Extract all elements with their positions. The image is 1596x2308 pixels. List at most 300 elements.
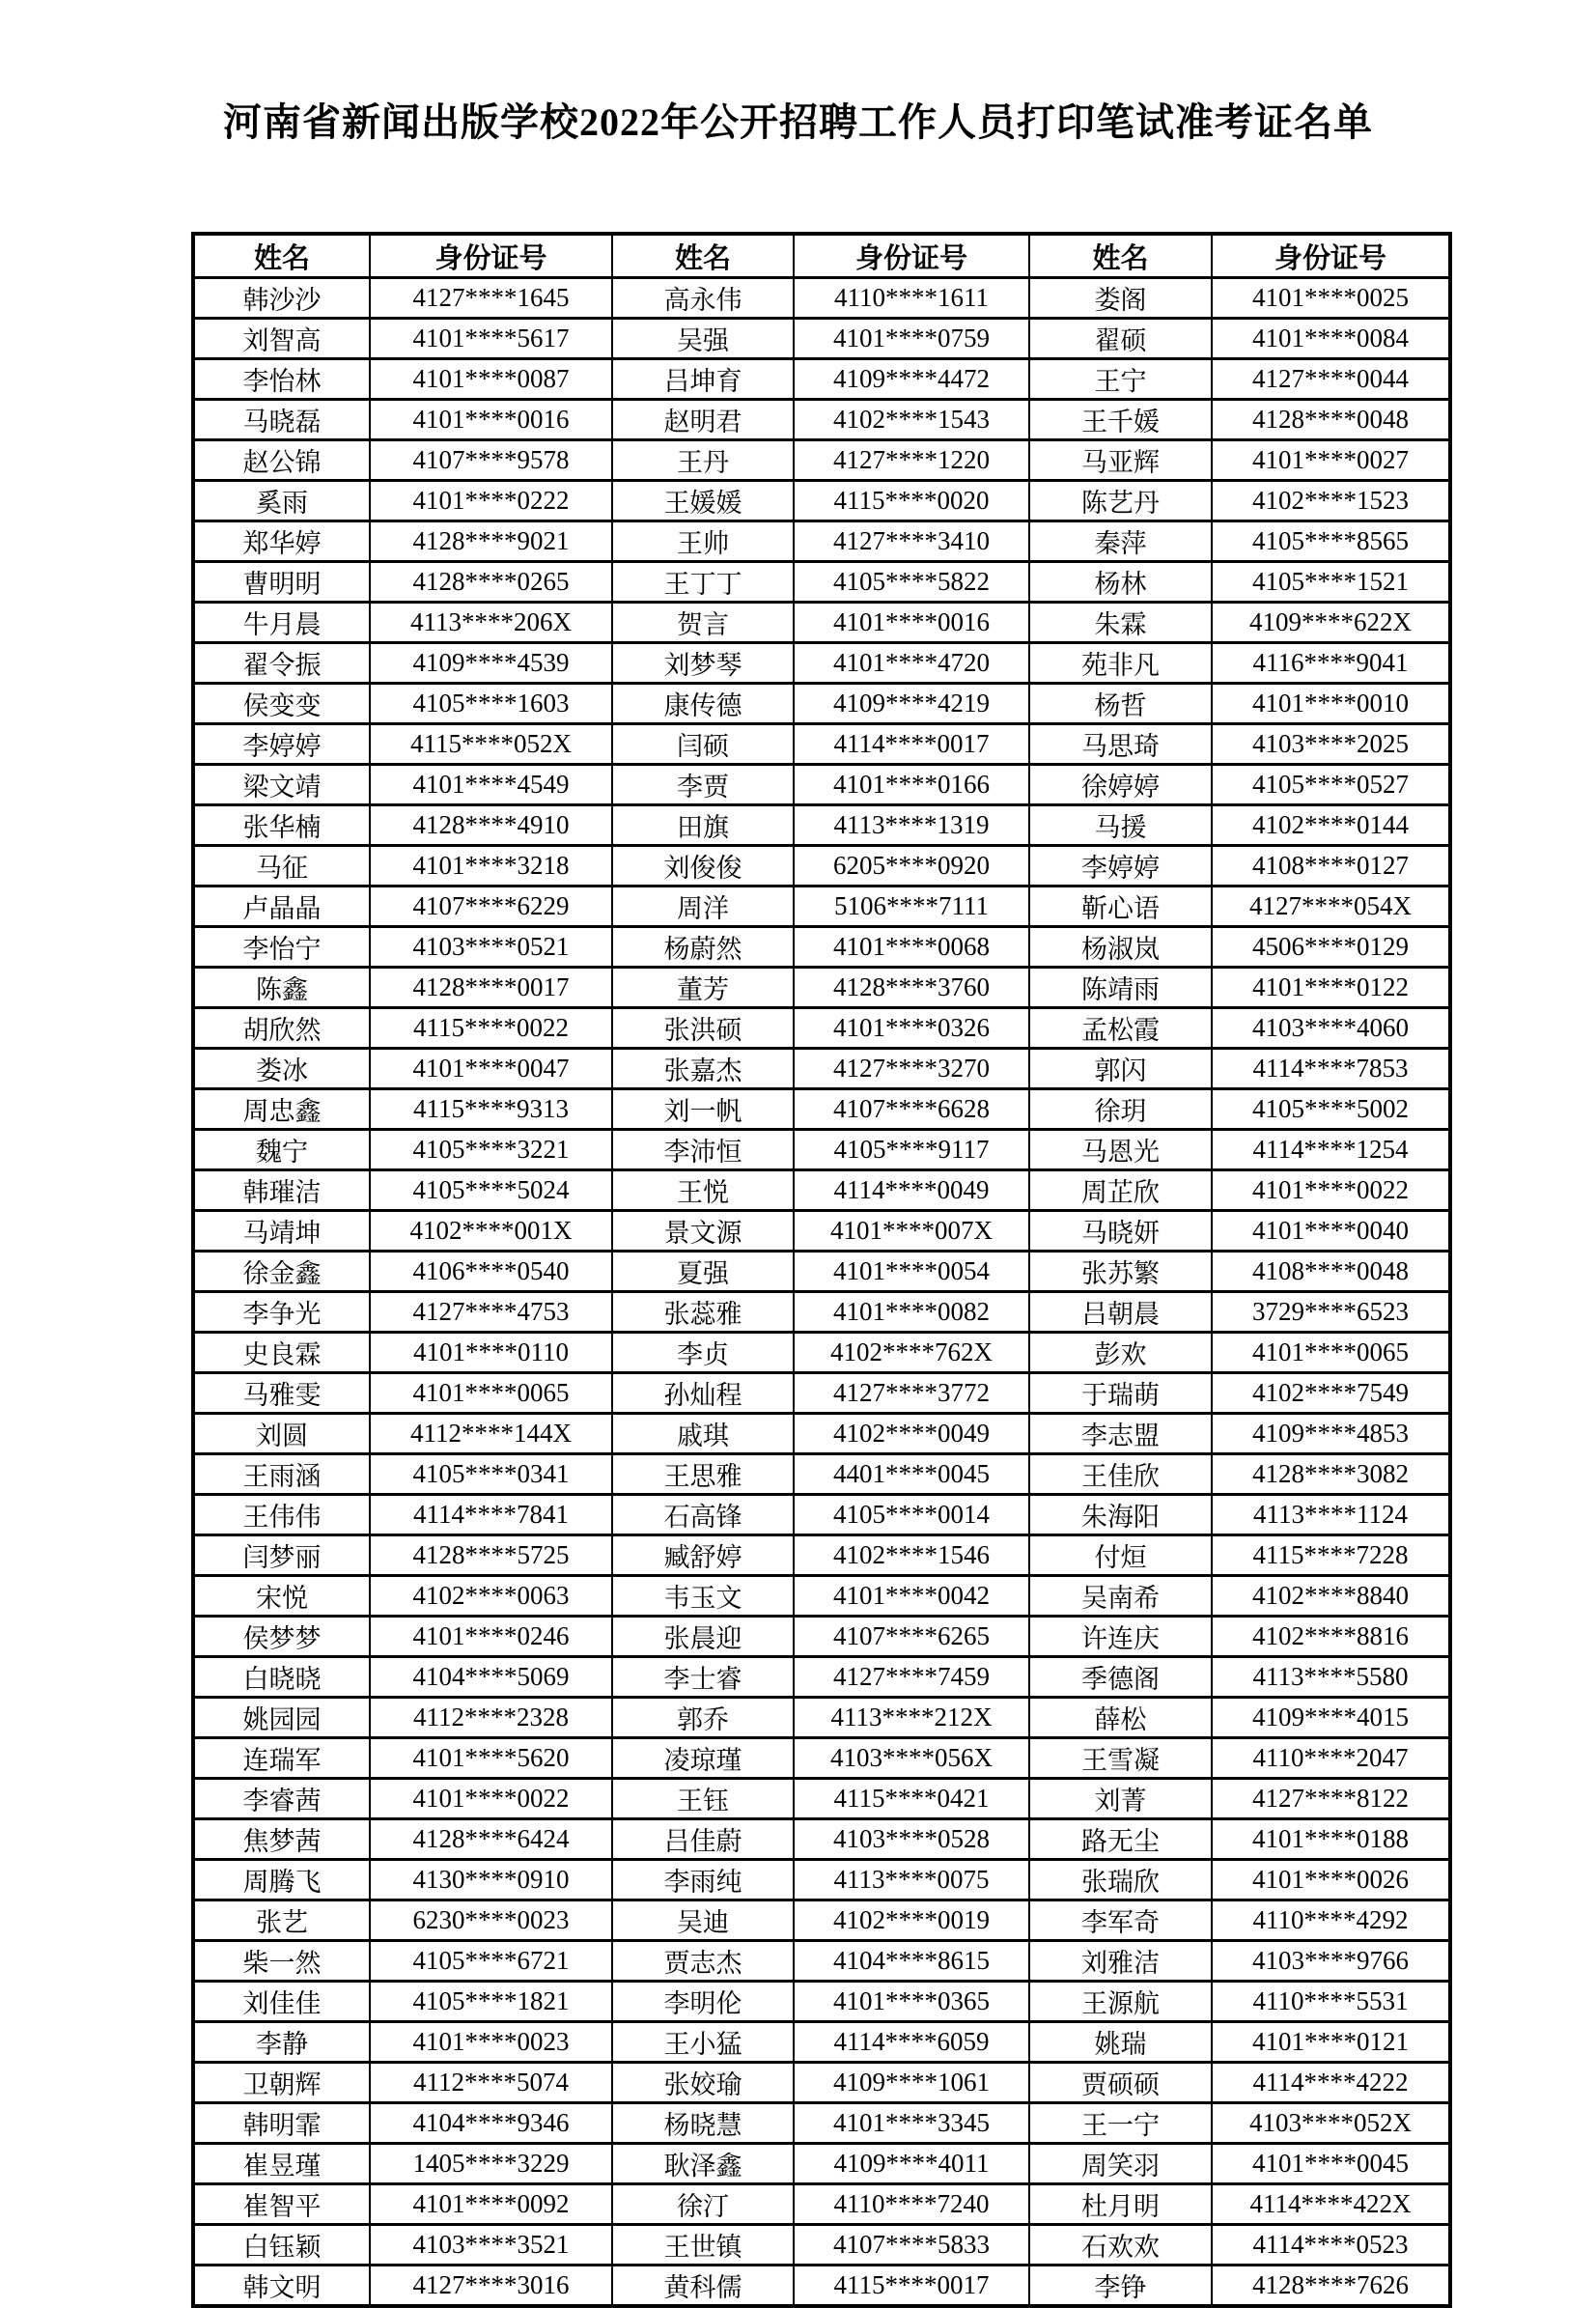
- id-cell: 4101****0042: [794, 1576, 1029, 1617]
- table-row: [193, 2225, 1450, 2266]
- name-cell: 张晨迎: [612, 1617, 794, 1657]
- id-cell: 4101****0025: [1212, 278, 1450, 319]
- table-row: [193, 319, 1450, 359]
- name-cell: 王丁丁: [612, 562, 794, 603]
- name-cell: 张艺: [193, 1900, 370, 1941]
- id-cell: 4127****3410: [794, 521, 1029, 562]
- name-cell: 梁文靖: [193, 765, 370, 805]
- name-cell: 焦梦茜: [193, 1819, 370, 1860]
- name-cell: 连瑞军: [193, 1738, 370, 1779]
- id-cell: 4128****6424: [370, 1819, 612, 1860]
- name-cell: 李婷婷: [1029, 846, 1212, 887]
- id-cell: 4102****0144: [1212, 805, 1450, 846]
- table-row: [193, 1414, 1450, 1454]
- name-cell: 王帅: [612, 521, 794, 562]
- id-cell: 4109****1061: [794, 2063, 1029, 2103]
- id-cell: 4128****0265: [370, 562, 612, 603]
- name-cell: 付烜: [1029, 1535, 1212, 1576]
- name-cell: 李争光: [193, 1292, 370, 1333]
- name-cell: 马晓磊: [193, 400, 370, 440]
- name-cell: 苑非凡: [1029, 643, 1212, 684]
- id-cell: 4127****3270: [794, 1049, 1029, 1089]
- table-row: [193, 927, 1450, 968]
- id-cell: 4101****0065: [370, 1373, 612, 1414]
- table-row: [193, 1657, 1450, 1698]
- id-cell: 4101****0121: [1212, 2022, 1450, 2063]
- id-cell: 4102****001X: [370, 1211, 612, 1252]
- id-cell: 4109****4011: [794, 2144, 1029, 2184]
- header-id-3: 身份证号: [1212, 234, 1450, 278]
- name-cell: 闫硕: [612, 724, 794, 765]
- id-cell: 4108****0127: [1212, 846, 1450, 887]
- name-cell: 娄阁: [1029, 278, 1212, 319]
- id-cell: 4112****144X: [370, 1414, 612, 1454]
- name-cell: 史良霖: [193, 1333, 370, 1373]
- id-cell: 4128****0048: [1212, 400, 1450, 440]
- name-cell: 于瑞萌: [1029, 1373, 1212, 1414]
- id-cell: 4115****0022: [370, 1008, 612, 1049]
- id-cell: 4101****0122: [1212, 968, 1450, 1008]
- name-cell: 周芷欣: [1029, 1170, 1212, 1211]
- id-cell: 4105****3221: [370, 1130, 612, 1170]
- table-row: [193, 2144, 1450, 2184]
- name-cell: 杨哲: [1029, 684, 1212, 724]
- name-cell: 石欢欢: [1029, 2225, 1212, 2266]
- id-cell: 4105****0527: [1212, 765, 1450, 805]
- name-cell: 王世镇: [612, 2225, 794, 2266]
- id-cell: 4109****4015: [1212, 1698, 1450, 1738]
- name-cell: 李婷婷: [193, 724, 370, 765]
- table-row: [193, 724, 1450, 765]
- name-cell: 刘俊俊: [612, 846, 794, 887]
- id-cell: 4101****0068: [794, 927, 1029, 968]
- id-cell: 4101****4720: [794, 643, 1029, 684]
- name-cell: 李雨纯: [612, 1860, 794, 1900]
- table-row: [193, 1252, 1450, 1292]
- id-cell: 4105****5024: [370, 1170, 612, 1211]
- name-cell: 戚琪: [612, 1414, 794, 1454]
- id-cell: 4101****0040: [1212, 1211, 1450, 1252]
- table-row: [193, 1535, 1450, 1576]
- name-cell: 朱海阳: [1029, 1495, 1212, 1535]
- id-cell: 4114****0017: [794, 724, 1029, 765]
- table-row: [193, 1779, 1450, 1819]
- name-cell: 秦萍: [1029, 521, 1212, 562]
- table-row: [193, 1495, 1450, 1535]
- header-id-2: 身份证号: [794, 234, 1029, 278]
- name-cell: 王思雅: [612, 1454, 794, 1495]
- name-cell: 路无尘: [1029, 1819, 1212, 1860]
- id-cell: 4101****0166: [794, 765, 1029, 805]
- id-cell: 4506****0129: [1212, 927, 1450, 968]
- table-row: [193, 562, 1450, 603]
- name-cell: 牛月晨: [193, 603, 370, 643]
- table-row: [193, 1941, 1450, 1982]
- name-cell: 臧舒婷: [612, 1535, 794, 1576]
- table-row: [193, 1819, 1450, 1860]
- name-cell: 姚园园: [193, 1698, 370, 1738]
- name-cell: 张瑞欣: [1029, 1860, 1212, 1900]
- id-cell: 5106****7111: [794, 887, 1029, 927]
- name-cell: 侯梦梦: [193, 1617, 370, 1657]
- id-cell: 4101****0087: [370, 359, 612, 400]
- name-cell: 刘一帆: [612, 1089, 794, 1130]
- id-cell: 4105****5002: [1212, 1089, 1450, 1130]
- name-cell: 周笑羽: [1029, 2144, 1212, 2184]
- name-cell: 王源航: [1029, 1982, 1212, 2022]
- name-cell: 朱霖: [1029, 603, 1212, 643]
- name-cell: 张姣瑜: [612, 2063, 794, 2103]
- name-cell: 王千媛: [1029, 400, 1212, 440]
- name-cell: 马晓妍: [1029, 1211, 1212, 1252]
- id-cell: 4105****1603: [370, 684, 612, 724]
- name-cell: 张苏繁: [1029, 1252, 1212, 1292]
- name-cell: 李沛恒: [612, 1130, 794, 1170]
- id-cell: 4105****6721: [370, 1941, 612, 1982]
- id-cell: 4114****0049: [794, 1170, 1029, 1211]
- id-cell: 4113****5580: [1212, 1657, 1450, 1698]
- id-cell: 4101****0065: [1212, 1333, 1450, 1373]
- id-cell: 4101****0365: [794, 1982, 1029, 2022]
- id-cell: 4128****5725: [370, 1535, 612, 1576]
- id-cell: 4127****4753: [370, 1292, 612, 1333]
- id-cell: 4102****0063: [370, 1576, 612, 1617]
- id-cell: 4101****0084: [1212, 319, 1450, 359]
- id-cell: 4110****2047: [1212, 1738, 1450, 1779]
- id-cell: 4128****0017: [370, 968, 612, 1008]
- name-cell: 白钰颖: [193, 2225, 370, 2266]
- id-cell: 4127****1220: [794, 440, 1029, 481]
- name-cell: 李志盟: [1029, 1414, 1212, 1454]
- table-row: [193, 968, 1450, 1008]
- id-cell: 4101****0016: [370, 400, 612, 440]
- name-cell: 赵公锦: [193, 440, 370, 481]
- name-cell: 翟令振: [193, 643, 370, 684]
- id-cell: 4101****0188: [1212, 1819, 1450, 1860]
- id-cell: 4127****0044: [1212, 359, 1450, 400]
- id-cell: 4113****0075: [794, 1860, 1029, 1900]
- name-cell: 陈艺丹: [1029, 481, 1212, 521]
- name-cell: 李士睿: [612, 1657, 794, 1698]
- id-cell: 4114****6059: [794, 2022, 1029, 2063]
- name-cell: 李明伦: [612, 1982, 794, 2022]
- id-cell: 4127****3016: [370, 2266, 612, 2307]
- id-cell: 4127****7459: [794, 1657, 1029, 1698]
- id-cell: 4114****4222: [1212, 2063, 1450, 2103]
- table-row: [193, 2266, 1450, 2307]
- name-cell: 孟松霞: [1029, 1008, 1212, 1049]
- id-cell: 4116****9041: [1212, 643, 1450, 684]
- id-cell: 4103****2025: [1212, 724, 1450, 765]
- name-cell: 周洋: [612, 887, 794, 927]
- id-cell: 4114****0523: [1212, 2225, 1450, 2266]
- table-row: [193, 1373, 1450, 1414]
- header-name-3: 姓名: [1029, 234, 1212, 278]
- id-cell: 4128****3760: [794, 968, 1029, 1008]
- name-cell: 杨蔚然: [612, 927, 794, 968]
- id-cell: 4103****3521: [370, 2225, 612, 2266]
- name-cell: 卢晶晶: [193, 887, 370, 927]
- table-row: [193, 1860, 1450, 1900]
- table-row: [193, 1049, 1450, 1089]
- id-cell: 4102****0049: [794, 1414, 1029, 1454]
- name-cell: 王丹: [612, 440, 794, 481]
- id-cell: 4115****7228: [1212, 1535, 1450, 1576]
- id-cell: 4101****0047: [370, 1049, 612, 1089]
- id-cell: 4112****2328: [370, 1698, 612, 1738]
- id-cell: 4104****5069: [370, 1657, 612, 1698]
- id-cell: 4109****4219: [794, 684, 1029, 724]
- id-cell: 4109****4539: [370, 643, 612, 684]
- id-cell: 4101****3345: [794, 2103, 1029, 2144]
- id-cell: 4130****0910: [370, 1860, 612, 1900]
- id-cell: 4103****056X: [794, 1738, 1029, 1779]
- header-name-1: 姓名: [193, 234, 370, 278]
- name-cell: 刘梦琴: [612, 643, 794, 684]
- id-cell: 4102****8816: [1212, 1617, 1450, 1657]
- id-cell: 4107****6628: [794, 1089, 1029, 1130]
- id-cell: 4114****7841: [370, 1495, 612, 1535]
- id-cell: 4110****4292: [1212, 1900, 1450, 1941]
- id-cell: 4115****052X: [370, 724, 612, 765]
- table-row: [193, 765, 1450, 805]
- name-cell: 张洪硕: [612, 1008, 794, 1049]
- id-cell: 4103****0528: [794, 1819, 1029, 1860]
- id-cell: 4102****1523: [1212, 481, 1450, 521]
- name-cell: 孙灿程: [612, 1373, 794, 1414]
- name-cell: 靳心语: [1029, 887, 1212, 927]
- name-cell: 杨淑岚: [1029, 927, 1212, 968]
- name-cell: 王小猛: [612, 2022, 794, 2063]
- name-cell: 卫朝辉: [193, 2063, 370, 2103]
- name-cell: 崔智平: [193, 2184, 370, 2225]
- name-cell: 王一宁: [1029, 2103, 1212, 2144]
- name-cell: 周忠鑫: [193, 1089, 370, 1130]
- name-cell: 刘菁: [1029, 1779, 1212, 1819]
- name-cell: 陈靖雨: [1029, 968, 1212, 1008]
- name-cell: 徐汀: [612, 2184, 794, 2225]
- table-row: [193, 1333, 1450, 1373]
- id-cell: 4101****4549: [370, 765, 612, 805]
- id-cell: 4101****0022: [370, 1779, 612, 1819]
- id-cell: 4106****0540: [370, 1252, 612, 1292]
- id-cell: 4101****007X: [794, 1211, 1029, 1252]
- id-cell: 4110****5531: [1212, 1982, 1450, 2022]
- table-row: [193, 1576, 1450, 1617]
- name-cell: 周腾飞: [193, 1860, 370, 1900]
- id-cell: 4109****4472: [794, 359, 1029, 400]
- id-cell: 4127****054X: [1212, 887, 1450, 927]
- id-cell: 4101****0222: [370, 481, 612, 521]
- id-cell: 4101****0110: [370, 1333, 612, 1373]
- id-cell: 4101****5620: [370, 1738, 612, 1779]
- id-cell: 4101****0023: [370, 2022, 612, 2063]
- name-cell: 马征: [193, 846, 370, 887]
- name-cell: 马援: [1029, 805, 1212, 846]
- id-cell: 4101****0022: [1212, 1170, 1450, 1211]
- name-cell: 韩文明: [193, 2266, 370, 2307]
- name-cell: 李贾: [612, 765, 794, 805]
- name-cell: 吕佳蔚: [612, 1819, 794, 1860]
- name-cell: 王佳欣: [1029, 1454, 1212, 1495]
- name-cell: 娄冰: [193, 1049, 370, 1089]
- name-cell: 马思琦: [1029, 724, 1212, 765]
- name-cell: 赵明君: [612, 400, 794, 440]
- id-cell: 4115****0017: [794, 2266, 1029, 2307]
- id-cell: 4107****5833: [794, 2225, 1029, 2266]
- name-cell: 张蕊雅: [612, 1292, 794, 1333]
- id-cell: 4105****0014: [794, 1495, 1029, 1535]
- id-cell: 4101****0082: [794, 1292, 1029, 1333]
- id-cell: 4128****9021: [370, 521, 612, 562]
- name-cell: 石高锋: [612, 1495, 794, 1535]
- name-cell: 王悦: [612, 1170, 794, 1211]
- id-cell: 4102****762X: [794, 1333, 1029, 1373]
- table-row: [193, 1698, 1450, 1738]
- name-cell: 胡欣然: [193, 1008, 370, 1049]
- table-row: [193, 805, 1450, 846]
- id-cell: 4105****1521: [1212, 562, 1450, 603]
- id-cell: 4104****9346: [370, 2103, 612, 2144]
- name-cell: 李军奇: [1029, 1900, 1212, 1941]
- table-row: [193, 521, 1450, 562]
- name-cell: 郭闪: [1029, 1049, 1212, 1089]
- name-cell: 李怡林: [193, 359, 370, 400]
- table-row: [193, 1089, 1450, 1130]
- id-cell: 4109****4853: [1212, 1414, 1450, 1454]
- id-cell: 4101****0026: [1212, 1860, 1450, 1900]
- name-cell: 魏宁: [193, 1130, 370, 1170]
- name-cell: 田旗: [612, 805, 794, 846]
- name-cell: 耿泽鑫: [612, 2144, 794, 2184]
- id-cell: 4114****422X: [1212, 2184, 1450, 2225]
- name-cell: 吕朝晨: [1029, 1292, 1212, 1333]
- id-cell: 4105****8565: [1212, 521, 1450, 562]
- name-cell: 高永伟: [612, 278, 794, 319]
- table-row: [193, 1170, 1450, 1211]
- id-cell: 4105****0341: [370, 1454, 612, 1495]
- name-cell: 郭乔: [612, 1698, 794, 1738]
- name-cell: 许连庆: [1029, 1617, 1212, 1657]
- name-cell: 徐婷婷: [1029, 765, 1212, 805]
- id-cell: 4101****0027: [1212, 440, 1450, 481]
- table-row: [193, 887, 1450, 927]
- roster-table-head: [193, 234, 1450, 278]
- name-cell: 吴强: [612, 319, 794, 359]
- id-cell: 4107****9578: [370, 440, 612, 481]
- name-cell: 季德阁: [1029, 1657, 1212, 1698]
- id-cell: 4105****1821: [370, 1982, 612, 2022]
- id-cell: 4105****5822: [794, 562, 1029, 603]
- id-cell: 4101****0759: [794, 319, 1029, 359]
- id-cell: 4105****9117: [794, 1130, 1029, 1170]
- id-cell: 4110****1611: [794, 278, 1029, 319]
- id-cell: 4109****622X: [1212, 603, 1450, 643]
- id-cell: 4101****0054: [794, 1252, 1029, 1292]
- name-cell: 徐金鑫: [193, 1252, 370, 1292]
- table-row: [193, 1454, 1450, 1495]
- name-cell: 翟硕: [1029, 319, 1212, 359]
- id-cell: 4127****8122: [1212, 1779, 1450, 1819]
- name-cell: 白晓晓: [193, 1657, 370, 1698]
- name-cell: 闫梦丽: [193, 1535, 370, 1576]
- name-cell: 刘智高: [193, 319, 370, 359]
- name-cell: 李贞: [612, 1333, 794, 1373]
- id-cell: 4113****1319: [794, 805, 1029, 846]
- id-cell: 4114****7853: [1212, 1049, 1450, 1089]
- name-cell: 张嘉杰: [612, 1049, 794, 1089]
- table-row: [193, 2063, 1450, 2103]
- id-cell: 4102****0019: [794, 1900, 1029, 1941]
- id-cell: 4102****1543: [794, 400, 1029, 440]
- id-cell: 4101****5617: [370, 319, 612, 359]
- id-cell: 4102****8840: [1212, 1576, 1450, 1617]
- name-cell: 董芳: [612, 968, 794, 1008]
- name-cell: 刘圆: [193, 1414, 370, 1454]
- name-cell: 马亚辉: [1029, 440, 1212, 481]
- id-cell: 4114****1254: [1212, 1130, 1450, 1170]
- table-row: [193, 2103, 1450, 2144]
- page-title: 河南省新闻出版学校2022年公开招聘工作人员打印笔试准考证名单: [223, 100, 1373, 144]
- name-cell: 韩璀洁: [193, 1170, 370, 1211]
- name-cell: 王雨涵: [193, 1454, 370, 1495]
- id-cell: 3729****6523: [1212, 1292, 1450, 1333]
- table-row: [193, 643, 1450, 684]
- name-cell: 王媛媛: [612, 481, 794, 521]
- name-cell: 曹明明: [193, 562, 370, 603]
- id-cell: 4103****052X: [1212, 2103, 1450, 2144]
- id-cell: 4103****9766: [1212, 1941, 1450, 1982]
- id-cell: 4128****4910: [370, 805, 612, 846]
- table-row: [193, 1982, 1450, 2022]
- name-cell: 柴一然: [193, 1941, 370, 1982]
- name-cell: 刘佳佳: [193, 1982, 370, 2022]
- id-cell: 4107****6229: [370, 887, 612, 927]
- id-cell: 4101****0092: [370, 2184, 612, 2225]
- table-row: [193, 359, 1450, 400]
- id-cell: 4101****3218: [370, 846, 612, 887]
- name-cell: 宋悦: [193, 1576, 370, 1617]
- id-cell: 4103****4060: [1212, 1008, 1450, 1049]
- name-cell: 贺言: [612, 603, 794, 643]
- name-cell: 夏强: [612, 1252, 794, 1292]
- name-cell: 奚雨: [193, 481, 370, 521]
- name-cell: 李怡宁: [193, 927, 370, 968]
- name-cell: 吕坤育: [612, 359, 794, 400]
- roster-table-body: [193, 278, 1450, 2307]
- name-cell: 韩沙沙: [193, 278, 370, 319]
- table-row: [193, 1130, 1450, 1170]
- name-cell: 李静: [193, 2022, 370, 2063]
- name-cell: 马雅雯: [193, 1373, 370, 1414]
- name-cell: 陈鑫: [193, 968, 370, 1008]
- id-cell: 4108****0048: [1212, 1252, 1450, 1292]
- name-cell: 侯变变: [193, 684, 370, 724]
- id-cell: 4107****6265: [794, 1617, 1029, 1657]
- id-cell: 4128****3082: [1212, 1454, 1450, 1495]
- name-cell: 马靖坤: [193, 1211, 370, 1252]
- id-cell: 4401****0045: [794, 1454, 1029, 1495]
- id-cell: 4104****8615: [794, 1941, 1029, 1982]
- table-row: [193, 846, 1450, 887]
- name-cell: 黄科儒: [612, 2266, 794, 2307]
- name-cell: 韩明霏: [193, 2103, 370, 2144]
- name-cell: 马恩光: [1029, 1130, 1212, 1170]
- name-cell: 李睿茜: [193, 1779, 370, 1819]
- name-cell: 贾志杰: [612, 1941, 794, 1982]
- header-row: [193, 234, 1450, 278]
- table-row: [193, 1738, 1450, 1779]
